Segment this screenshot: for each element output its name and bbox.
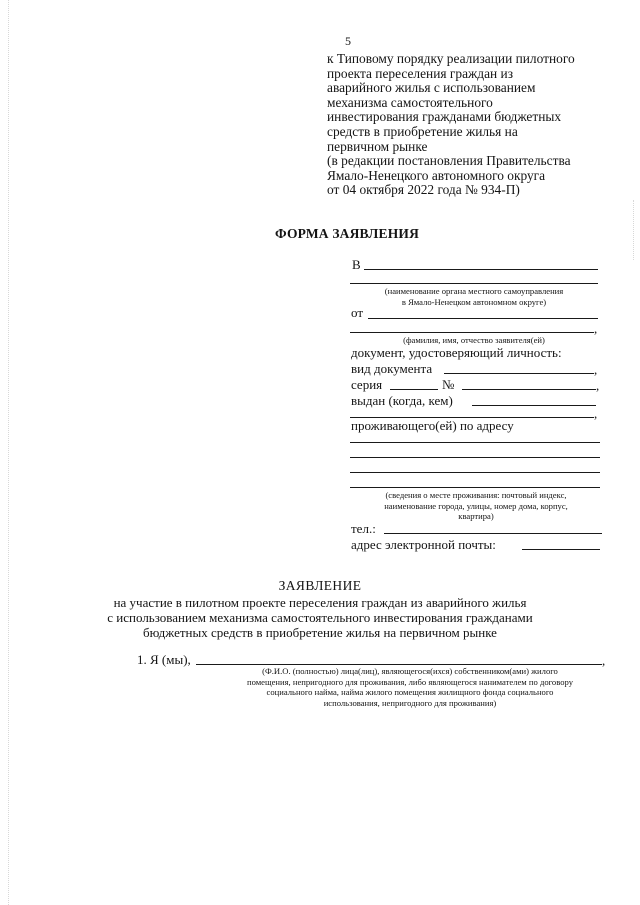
issued-label: выдан (когда, кем) xyxy=(351,393,453,408)
to-hint-line: (наименование органа местного самоуправления xyxy=(384,286,564,296)
statement-title: ЗАЯВЛЕНИЕ xyxy=(278,578,362,593)
item1-field-line[interactable] xyxy=(196,664,602,665)
series-field-line[interactable] xyxy=(390,389,438,390)
page-number: 5 xyxy=(345,34,351,48)
approval-line: проекта переселения граждан из xyxy=(327,65,514,81)
to-label: В xyxy=(352,257,361,272)
statement-subtitle-line: бюджетных средств в приобретение жилья на первичном рынке xyxy=(143,625,497,640)
id-doc-label: документ, удостоверяющий личность: xyxy=(351,345,562,360)
address-field-line-4[interactable] xyxy=(350,487,600,488)
issued-comma: , xyxy=(594,406,598,421)
to-hint xyxy=(350,286,598,307)
item1-hint-line: (Ф.И.О. (полностью) лица(лиц), являющегося(ихся) собственником(ами) жилого xyxy=(262,666,558,676)
approval-line: Ямало-Ненецкого автономного округа xyxy=(327,167,546,183)
statement-subtitle-line: с использованием механизма самостоятельного инвестирования гражданами xyxy=(107,610,533,625)
doc-type-comma: , xyxy=(594,362,598,377)
from-comma: , xyxy=(594,321,598,336)
from-hint: (фамилия, имя, отчество заявителя(ей) xyxy=(403,335,545,345)
phone-label: тел.: xyxy=(351,521,376,536)
approval-line: первичном рынке xyxy=(327,138,428,154)
residing-label: проживающего(ей) по адресу xyxy=(351,418,514,433)
number-comma: , xyxy=(596,378,600,393)
address-field-line-2[interactable] xyxy=(350,457,600,458)
doc-type-field-line[interactable] xyxy=(444,373,594,374)
approval-line: механизма самостоятельного xyxy=(327,94,493,110)
number-field-line[interactable] xyxy=(462,389,596,390)
item1-hint-line: использования, непригодного для проживания) xyxy=(323,697,497,708)
approval-line: к Типовому порядку реализации пилотного xyxy=(327,51,575,66)
doc-type-label: вид документа xyxy=(351,361,433,376)
address-field-line-1[interactable] xyxy=(350,442,600,443)
item1-label: 1. Я (мы), xyxy=(137,652,191,667)
statement-subtitle-line: на участие в пилотном проекте переселения граждан из аварийного жилья xyxy=(113,595,527,610)
item1-comma: , xyxy=(602,653,606,668)
approval-line: (в редакции постановления Правительства xyxy=(327,153,571,169)
number-label: № xyxy=(442,377,455,392)
from-field-line-2[interactable] xyxy=(350,332,594,333)
issued-field-line[interactable] xyxy=(472,405,596,406)
from-field-line[interactable] xyxy=(368,318,598,319)
approval-line: средств в приобретение жилья на xyxy=(327,123,518,139)
item1-hint-line: помещения, непригодного для проживания, либо являющегося нанимателем по договору xyxy=(246,676,573,687)
approval-line: инвестирования гражданами бюджетных xyxy=(327,109,562,125)
from-label: от xyxy=(351,305,364,320)
scan-edge-right xyxy=(633,200,634,260)
phone-field-line[interactable] xyxy=(384,533,602,534)
form-title: ФОРМА ЗАЯВЛЕНИЯ xyxy=(275,226,420,241)
approval-block xyxy=(327,52,575,198)
to-field-line[interactable] xyxy=(364,269,598,270)
series-label: серия xyxy=(351,377,383,392)
approval-line: от 04 октября 2022 года № 934-П) xyxy=(327,182,520,198)
to-field-line-2[interactable] xyxy=(350,283,598,284)
address-hint-line: (сведения о месте проживания: почтовый индекс, xyxy=(385,490,567,500)
item1-hint xyxy=(210,666,610,708)
statement-subtitle xyxy=(0,595,640,640)
to-hint-line: в Ямало-Ненецком автономном округе) xyxy=(401,296,547,307)
address-field-line-3[interactable] xyxy=(350,472,600,473)
address-hint xyxy=(350,490,602,522)
address-hint-line: наименование города, улицы, номер дома, корпус, xyxy=(384,500,568,511)
address-hint-line: квартира) xyxy=(458,511,494,521)
item1-hint-line: социального найма, найма жилого помещения жилищного фонда социального xyxy=(266,687,554,698)
approval-line: аварийного жилья с использованием xyxy=(327,80,536,96)
scan-edge-left xyxy=(8,0,9,905)
email-label: адрес электронной почты: xyxy=(351,537,496,552)
email-field-line[interactable] xyxy=(522,549,600,550)
